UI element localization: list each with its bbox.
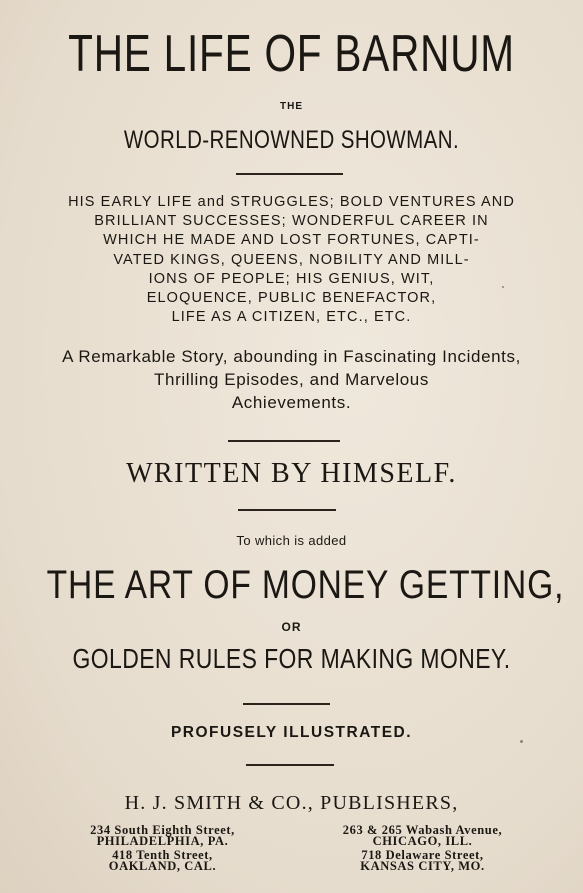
divider-rule	[236, 173, 343, 175]
address-line: OAKLAND, CAL.	[108, 859, 217, 873]
written-by: WRITTEN BY HIMSELF.	[126, 458, 457, 489]
divider-rule	[243, 703, 330, 705]
description-line: LIFE AS A CITIZEN, ETC., ETC.	[171, 309, 412, 326]
description-line: IONS OF PEOPLE; HIS GENIUS, WIT,	[148, 270, 435, 287]
description-line: ELOQUENCE, PUBLIC BENEFACTOR,	[146, 290, 437, 307]
description-block	[0, 193, 583, 327]
address-line: 718 Delaware Street,	[361, 848, 484, 862]
paper-speck	[520, 740, 523, 743]
remark-line: Achievements.	[231, 393, 352, 412]
address-line: 234 South Eighth Street,	[90, 823, 235, 837]
divider-rule	[228, 440, 340, 442]
divider-rule	[238, 509, 336, 511]
added-note: To which is added	[236, 533, 347, 548]
address-line: 418 Tenth Street,	[112, 848, 213, 862]
address-line: PHILADELPHIA, PA.	[96, 834, 229, 848]
illustrated-note: PROFUSELY ILLUSTRATED.	[170, 724, 413, 741]
book-title: THE LIFE OF BARNUM	[68, 25, 515, 83]
remark-block	[0, 345, 583, 414]
paper-speck	[502, 286, 504, 288]
remark-line: A Remarkable Story, abounding in Fascinating Incidents,	[62, 347, 521, 366]
address-line: KANSAS CITY, MO.	[360, 859, 485, 873]
book-subtitle: WORLD-RENOWNED SHOWMAN.	[123, 126, 460, 154]
address-right	[300, 825, 545, 872]
description-line: VATED KINGS, QUEENS, NOBILITY AND MILL-	[113, 251, 470, 268]
art-of-money-title: THE ART OF MONEY GETTING,	[46, 563, 565, 607]
or-label: OR	[281, 620, 302, 634]
address-line: CHICAGO, ILL.	[372, 834, 473, 848]
publisher-name: H. J. SMITH & CO., PUBLISHERS,	[124, 792, 459, 814]
address-line: 263 & 265 Wabash Avenue,	[342, 823, 503, 837]
divider-rule	[246, 764, 334, 766]
description-line: HIS EARLY LIFE and STRUGGLES; BOLD VENTURES AND	[68, 194, 515, 210]
golden-rules-title: GOLDEN RULES FOR MAKING MONEY.	[72, 643, 511, 674]
description-line: BRILLIANT SUCCESSES; WONDERFUL CAREER IN	[94, 213, 489, 230]
the-label: THE	[280, 101, 303, 112]
address-left	[40, 825, 285, 872]
description-line: WHICH HE MADE AND LOST FORTUNES, CAPTI-	[103, 232, 480, 249]
remark-line: Thrilling Episodes, and Marvelous	[154, 370, 429, 389]
